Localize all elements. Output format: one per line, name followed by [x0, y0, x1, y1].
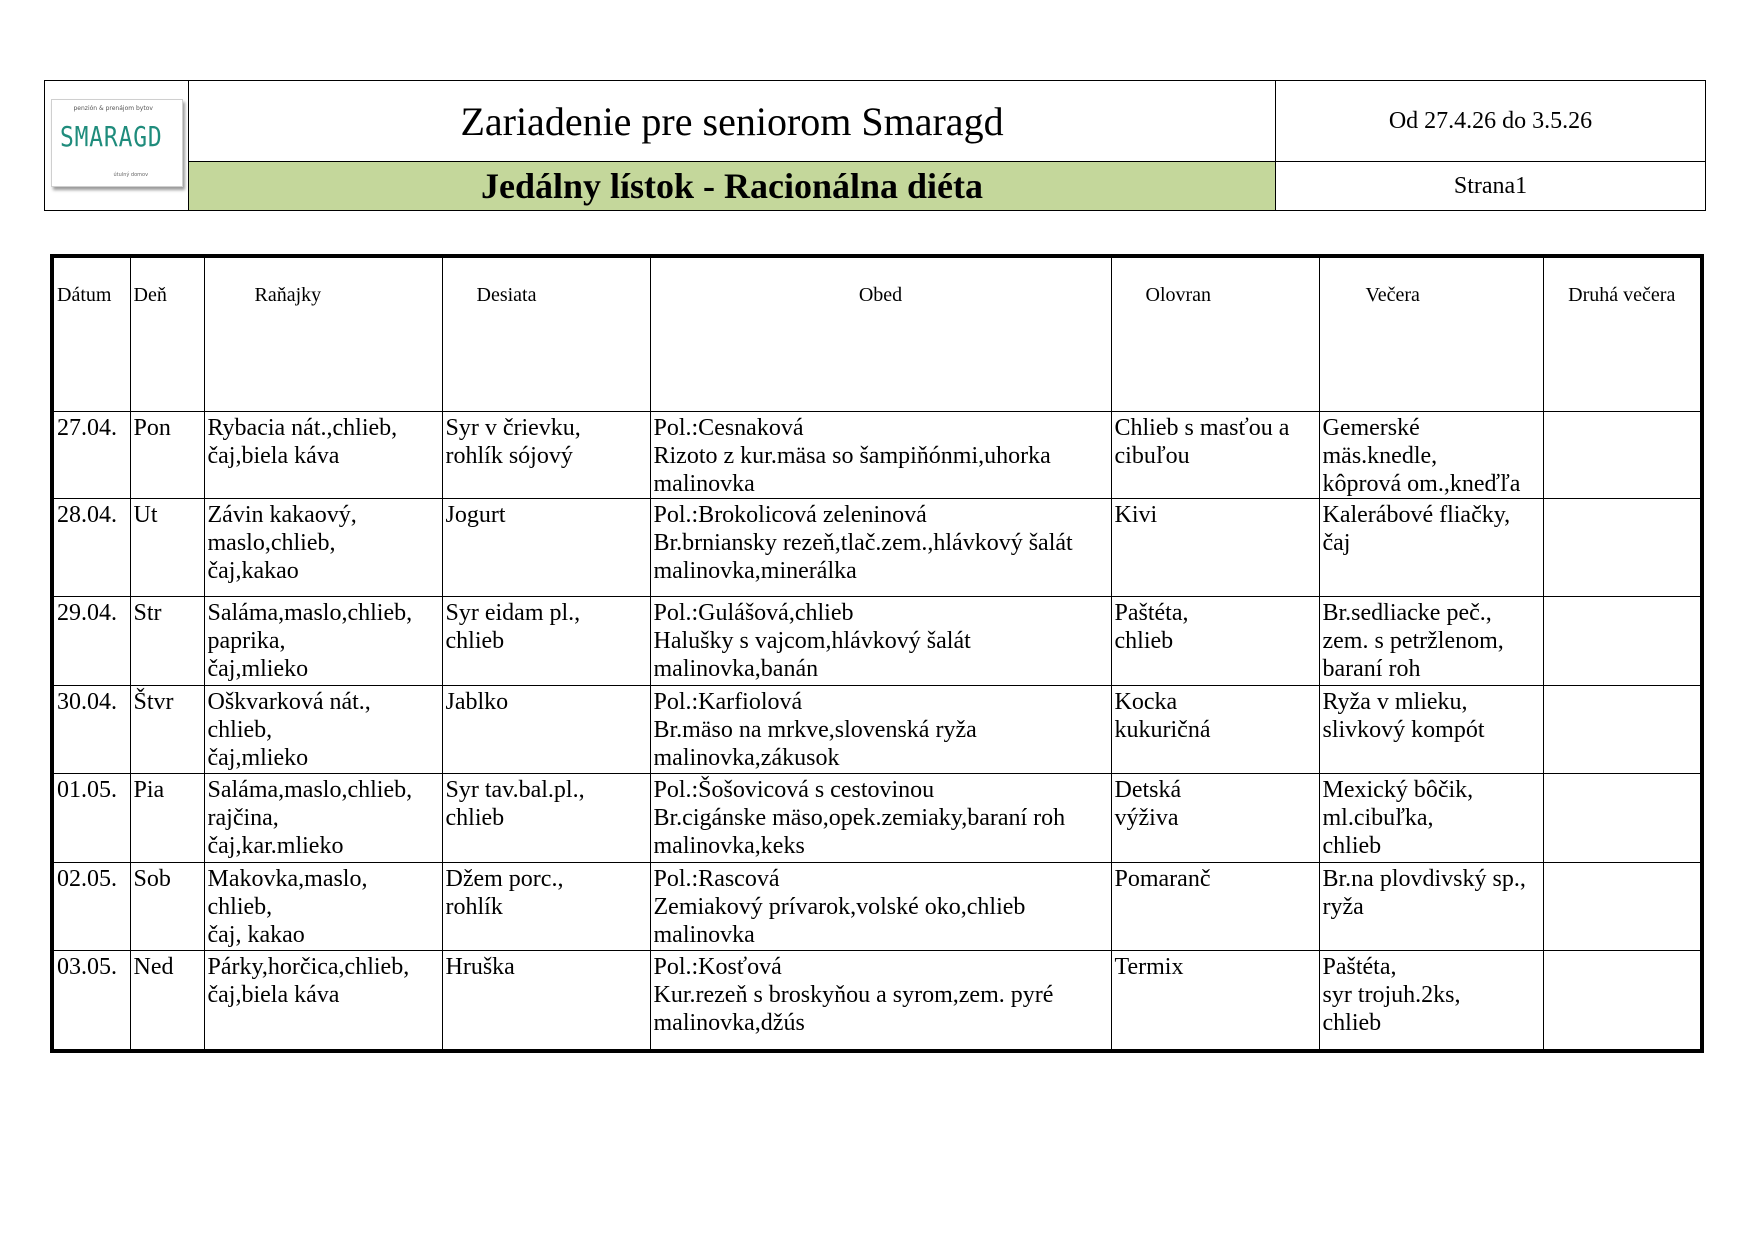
cell-dinner: Gemerské mäs.knedle, kôprová om.,kneďľa [1319, 412, 1543, 499]
cell-dinner: Mexický bôčik, ml.cibuľka, chlieb [1319, 774, 1543, 863]
cell-breakfast: Párky,horčica,chlieb, čaj,biela káva [204, 951, 442, 1051]
cell-date: 03.05. [52, 951, 130, 1051]
cell-lunch: Pol.:Šošovicová s cestovinou Br.cigánske mäso,opek.zemiaky,baraní roh malinovka,keks [650, 774, 1111, 863]
cell-snack: Hruška [442, 951, 650, 1051]
cell-dinner: Br.sedliacke peč., zem. s petržlenom, baraní roh [1319, 597, 1543, 686]
cell-day: Štvr [130, 686, 204, 774]
cell-breakfast: Rybacia nát.,chlieb, čaj,biela káva [204, 412, 442, 499]
cell-second-dinner [1543, 499, 1702, 597]
col-header-snack: Desiata [442, 256, 650, 412]
cell-snack: Syr v črievku, rohlík sójový [442, 412, 650, 499]
menu-subtitle: Jedálny lístok - Racionálna diéta [189, 162, 1276, 211]
cell-lunch: Pol.:Brokolicová zeleninová Br.brniansky rezeň,tlač.zem.,hlávkový šalát malinovka,minerálka [650, 499, 1111, 597]
col-header-date: Dátum [52, 256, 130, 412]
cell-lunch: Pol.:Gulášová,chlieb Halušky s vajcom,hlávkový šalát malinovka,banán [650, 597, 1111, 686]
cell-afternoon-snack: Detská výživa [1111, 774, 1319, 863]
smaragd-logo [51, 99, 183, 187]
cell-dinner: Kalerábové fliačky, čaj [1319, 499, 1543, 597]
table-row [52, 774, 1702, 863]
cell-snack: Jogurt [442, 499, 650, 597]
cell-snack: Jablko [442, 686, 650, 774]
cell-day: Sob [130, 863, 204, 951]
table-row [52, 597, 1702, 686]
cell-second-dinner [1543, 686, 1702, 774]
cell-date: 02.05. [52, 863, 130, 951]
page-number: Strana1 [1276, 162, 1706, 211]
cell-snack: Syr tav.bal.pl., chlieb [442, 774, 650, 863]
page-title: Zariadenie pre seniorom Smaragd [189, 81, 1276, 162]
logo-name: SMARAGD [59, 120, 163, 153]
cell-date: 30.04. [52, 686, 130, 774]
cell-afternoon-snack: Chlieb s masťou a cibuľou [1111, 412, 1319, 499]
col-header-day: Deň [130, 256, 204, 412]
cell-second-dinner [1543, 774, 1702, 863]
cell-second-dinner [1543, 412, 1702, 499]
cell-afternoon-snack: Pomaranč [1111, 863, 1319, 951]
cell-breakfast: Saláma,maslo,chlieb, rajčina, čaj,kar.mlieko [204, 774, 442, 863]
cell-dinner: Ryža v mlieku, slivkový kompót [1319, 686, 1543, 774]
table-row [52, 686, 1702, 774]
table-row [52, 951, 1702, 1051]
cell-breakfast: Oškvarková nát., chlieb, čaj,mlieko [204, 686, 442, 774]
cell-second-dinner [1543, 951, 1702, 1051]
cell-day: Str [130, 597, 204, 686]
cell-lunch: Pol.:Rascová Zemiakový prívarok,volské oko,chlieb malinovka [650, 863, 1111, 951]
cell-breakfast: Saláma,maslo,chlieb, paprika, čaj,mlieko [204, 597, 442, 686]
header-table [44, 80, 1706, 211]
cell-day: Ned [130, 951, 204, 1051]
col-header-lunch: Obed [650, 256, 1111, 412]
col-header-afternoon-snack: Olovran [1111, 256, 1319, 412]
cell-breakfast: Závin kakaový, maslo,chlieb, čaj,kakao [204, 499, 442, 597]
cell-date: 27.04. [52, 412, 130, 499]
logo-cell [45, 81, 189, 211]
col-header-second-dinner: Druhá večera [1543, 256, 1702, 412]
cell-dinner: Paštéta, syr trojuh.2ks, chlieb [1319, 951, 1543, 1051]
cell-afternoon-snack: Paštéta, chlieb [1111, 597, 1319, 686]
col-header-breakfast: Raňajky [204, 256, 442, 412]
cell-lunch: Pol.:Cesnaková Rizoto z kur.mäsa so šampiňónmi,uhorka malinovka [650, 412, 1111, 499]
cell-lunch: Pol.:Karfiolová Br.mäso na mrkve,slovenská ryža malinovka,zákusok [650, 686, 1111, 774]
table-row [52, 499, 1702, 597]
cell-date: 01.05. [52, 774, 130, 863]
date-range: Od 27.4.26 do 3.5.26 [1276, 81, 1706, 162]
cell-second-dinner [1543, 597, 1702, 686]
table-row [52, 412, 1702, 499]
table-header-row [52, 256, 1702, 412]
cell-afternoon-snack: Termix [1111, 951, 1319, 1051]
cell-afternoon-snack: Kivi [1111, 499, 1319, 597]
logo-tagline: penzión & prenájom bytov [73, 105, 153, 112]
cell-day: Pon [130, 412, 204, 499]
cell-dinner: Br.na plovdivský sp., ryža [1319, 863, 1543, 951]
cell-day: Pia [130, 774, 204, 863]
cell-afternoon-snack: Kocka kukuričná [1111, 686, 1319, 774]
cell-lunch: Pol.:Kosťová Kur.rezeň s broskyňou a syrom,zem. pyré malinovka,džús [650, 951, 1111, 1051]
cell-date: 29.04. [52, 597, 130, 686]
cell-snack: Syr eidam pl., chlieb [442, 597, 650, 686]
cell-snack: Džem porc., rohlík [442, 863, 650, 951]
cell-day: Ut [130, 499, 204, 597]
cell-second-dinner [1543, 863, 1702, 951]
menu-table [50, 254, 1704, 1053]
cell-date: 28.04. [52, 499, 130, 597]
logo-subline: útulný domov [113, 172, 149, 178]
table-row [52, 863, 1702, 951]
col-header-dinner: Večera [1319, 256, 1543, 412]
cell-breakfast: Makovka,maslo, chlieb, čaj, kakao [204, 863, 442, 951]
